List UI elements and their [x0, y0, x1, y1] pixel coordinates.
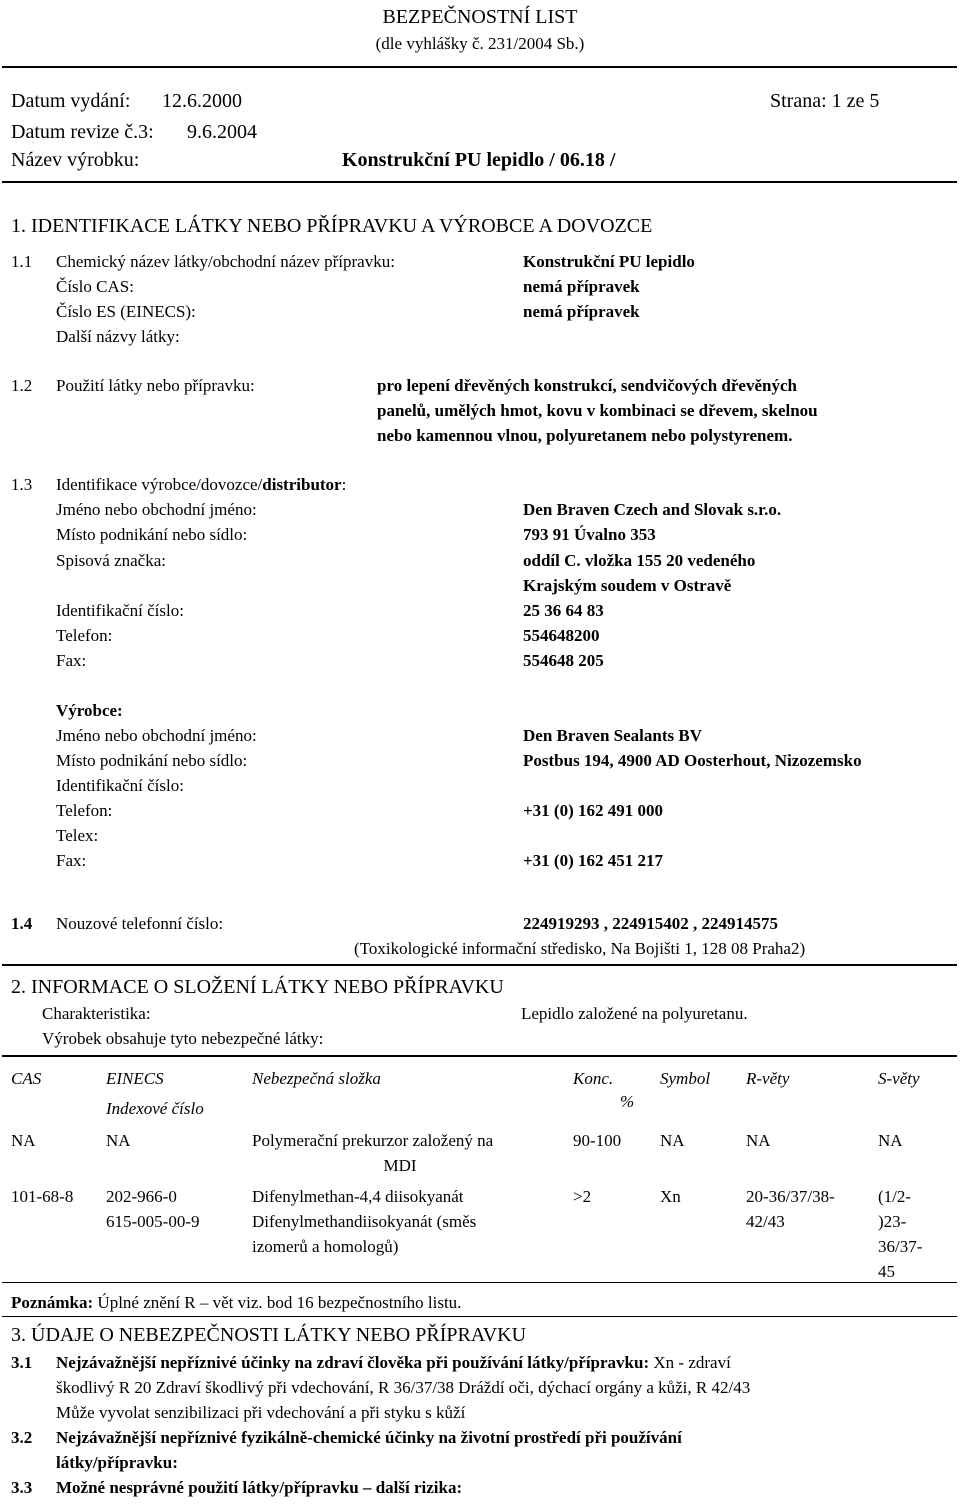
row1-component-line2: MDI	[383, 1156, 417, 1175]
s31-line1: Nejzávažnější nepříznivé účinky na zdraví člověka při používání látky/přípravku: Xn - zdraví	[56, 1353, 731, 1372]
s14-label: Nouzové telefonní číslo:	[56, 914, 224, 933]
distributor-seat: 793 91 Úvalno 353	[523, 525, 656, 544]
table-note: Poznámka: Úplné znění R – vět viz. bod 16 bezpečnostního listu.	[11, 1293, 462, 1312]
es-label: Číslo ES (EINECS):	[56, 302, 196, 321]
distributor-fax-label: Fax:	[56, 651, 87, 670]
s13-number: 1.3	[11, 475, 33, 494]
s12-value-line2: panelů, umělých hmot, kovu v kombinaci se dřevem, skelnou	[377, 401, 818, 420]
row2-s-line2: )23-	[878, 1212, 907, 1231]
s11-number: 1.1	[11, 252, 33, 271]
divider-section3	[2, 1316, 957, 1317]
s31-line2: škodlivý R 20 Zdraví škodlivý při vdechování, R 36/37/38 Dráždí oči, dýchací orgány a kůži, R 42/43	[56, 1378, 751, 1397]
divider-header	[2, 181, 957, 183]
s31-line3: Může vyvolat senzibilizaci při vdechování a při styku s kůží	[56, 1403, 466, 1422]
distributor-name: Den Braven Czech and Slovak s.r.o.	[523, 500, 782, 519]
manufacturer-id-label: Identifikační číslo:	[56, 776, 184, 795]
col-symbol: Symbol	[660, 1069, 711, 1088]
section3-heading: 3. ÚDAJE O NEBEZPEČNOSTI LÁTKY NEBO PŘÍPRAVKU	[11, 1324, 527, 1346]
row1-cas: NA	[11, 1131, 36, 1150]
contains-label: Výrobek obsahuje tyto nebezpečné látky:	[42, 1029, 324, 1048]
issue-date-label: Datum vydání:	[11, 90, 131, 112]
manufacturer-name-label: Jméno nebo obchodní jméno:	[56, 726, 257, 745]
characteristics-label: Charakteristika:	[42, 1004, 151, 1023]
row1-einecs: NA	[106, 1131, 131, 1150]
characteristics-value: Lepidlo založené na polyuretanu.	[521, 1004, 748, 1023]
manufacturer-fax-label: Fax:	[56, 851, 87, 870]
distributor-phone: 554648200	[523, 626, 600, 645]
manufacturer-heading: Výrobce:	[56, 701, 123, 720]
s12-label: Použití látky nebo přípravku:	[56, 376, 255, 395]
s33-text: Možné nesprávné použití látky/přípravku – další rizika:	[56, 1478, 463, 1497]
issue-date: 12.6.2000	[162, 90, 242, 112]
section2-heading: 2. INFORMACE O SLOŽENÍ LÁTKY NEBO PŘÍPRAVKU	[11, 976, 504, 998]
row2-s-line4: 45	[878, 1262, 895, 1281]
product-name-label: Název výrobku:	[11, 149, 140, 171]
row2-r-line2: 42/43	[746, 1212, 785, 1231]
col-cas: CAS	[11, 1069, 42, 1088]
document-title: BEZPEČNOSTNÍ LIST	[382, 6, 578, 28]
manufacturer-telex-label: Telex:	[56, 826, 99, 845]
col-index: Indexové číslo	[106, 1099, 204, 1118]
col-component: Nebezpečná složka	[252, 1069, 381, 1088]
s12-value-line1: pro lepení dřevěných konstrukcí, sendvičových dřevěných	[377, 376, 797, 395]
row1-conc: 90-100	[573, 1131, 622, 1150]
s32-line2: látky/přípravku:	[56, 1453, 178, 1472]
col-r-phrases: R-věty	[746, 1069, 790, 1088]
s14-number: 1.4	[11, 914, 33, 933]
row2-component-line1: Difenylmethan-4,4 diisokyanát	[252, 1187, 464, 1206]
distributor-fax: 554648 205	[523, 651, 604, 670]
row1-symbol: NA	[660, 1131, 685, 1150]
divider-top	[2, 66, 957, 68]
section1-heading: 1. IDENTIFIKACE LÁTKY NEBO PŘÍPRAVKU A VÝROBCE A DOVOZCE	[11, 215, 653, 237]
manufacturer-phone-label: Telefon:	[56, 801, 113, 820]
row1-r: NA	[746, 1131, 771, 1150]
revision-date: 9.6.2004	[187, 121, 257, 143]
manufacturer-seat-label: Místo podnikání nebo sídlo:	[56, 751, 248, 770]
distributor-id-label: Identifikační číslo:	[56, 601, 184, 620]
table-top-border	[2, 1055, 957, 1057]
row1-component-line1: Polymerační prekurzor založený na	[252, 1131, 494, 1150]
col-conc: Konc.	[573, 1069, 614, 1088]
distributor-phone-label: Telefon:	[56, 626, 113, 645]
distributor-name-label: Jméno nebo obchodní jméno:	[56, 500, 257, 519]
page-number: Strana: 1 ze 5	[770, 90, 880, 112]
row2-r-line1: 20-36/37/38-	[746, 1187, 835, 1206]
cas-value: nemá přípravek	[523, 277, 640, 296]
s31-number: 3.1	[11, 1353, 33, 1372]
col-conc-unit: %	[620, 1092, 635, 1111]
distributor-file-line1: oddíl C. vložka 155 20 vedeného	[523, 551, 756, 570]
s13-label: Identifikace výrobce/dovozce/distributor:	[56, 475, 347, 494]
es-value: nemá přípravek	[523, 302, 640, 321]
distributor-file-line2: Krajským soudem v Ostravě	[523, 576, 732, 595]
s33-number: 3.3	[11, 1478, 33, 1497]
row2-cas: 101-68-8	[11, 1187, 74, 1206]
s14-note: (Toxikologické informační středisko, Na Bojišti 1, 128 08 Praha2)	[354, 939, 806, 958]
revision-date-label: Datum revize č.3:	[11, 121, 154, 143]
other-names-label: Další názvy látky:	[56, 327, 180, 346]
manufacturer-seat: Postbus 194, 4900 AD Oosterhout, Nizozemsko	[523, 751, 862, 770]
s11-value: Konstrukční PU lepidlo	[523, 252, 695, 271]
table-bottom-border	[2, 1282, 957, 1283]
document-subtitle: (dle vyhlášky č. 231/2004 Sb.)	[375, 34, 585, 53]
s32-line1: Nejzávažnější nepříznivé fyzikálně-chemické účinky na životní prostředí při používání	[56, 1428, 682, 1447]
row2-index: 615-005-00-9	[106, 1212, 200, 1231]
row2-conc: >2	[573, 1187, 592, 1206]
distributor-file-label: Spisová značka:	[56, 551, 166, 570]
distributor-seat-label: Místo podnikání nebo sídlo:	[56, 525, 248, 544]
row2-component-line3: izomerů a homologů)	[252, 1237, 399, 1256]
s11-label: Chemický název látky/obchodní název přípravku:	[56, 252, 395, 271]
product-name: Konstrukční PU lepidlo / 06.18 /	[342, 149, 616, 171]
s12-number: 1.2	[11, 376, 33, 395]
row2-s-line1: (1/2-	[878, 1187, 912, 1206]
col-s-phrases: S-věty	[878, 1069, 920, 1088]
manufacturer-phone: +31 (0) 162 491 000	[523, 801, 664, 820]
row2-component-line2: Difenylmethandiisokyanát (směs	[252, 1212, 477, 1231]
s14-value: 224919293 , 224915402 , 224914575	[523, 914, 778, 933]
divider-section2	[2, 964, 957, 966]
manufacturer-fax: +31 (0) 162 451 217	[523, 851, 664, 870]
s12-value-line3: nebo kamennou vlnou, polyuretanem nebo polystyrenem.	[377, 426, 793, 445]
row1-s: NA	[878, 1131, 903, 1150]
row2-symbol: Xn	[660, 1187, 681, 1206]
distributor-id: 25 36 64 83	[523, 601, 604, 620]
row2-s-line3: 36/37-	[878, 1237, 923, 1256]
cas-label: Číslo CAS:	[56, 277, 134, 296]
row2-einecs: 202-966-0	[106, 1187, 177, 1206]
col-einecs: EINECS	[106, 1069, 164, 1088]
s32-number: 3.2	[11, 1428, 33, 1447]
manufacturer-name: Den Braven Sealants BV	[523, 726, 702, 745]
